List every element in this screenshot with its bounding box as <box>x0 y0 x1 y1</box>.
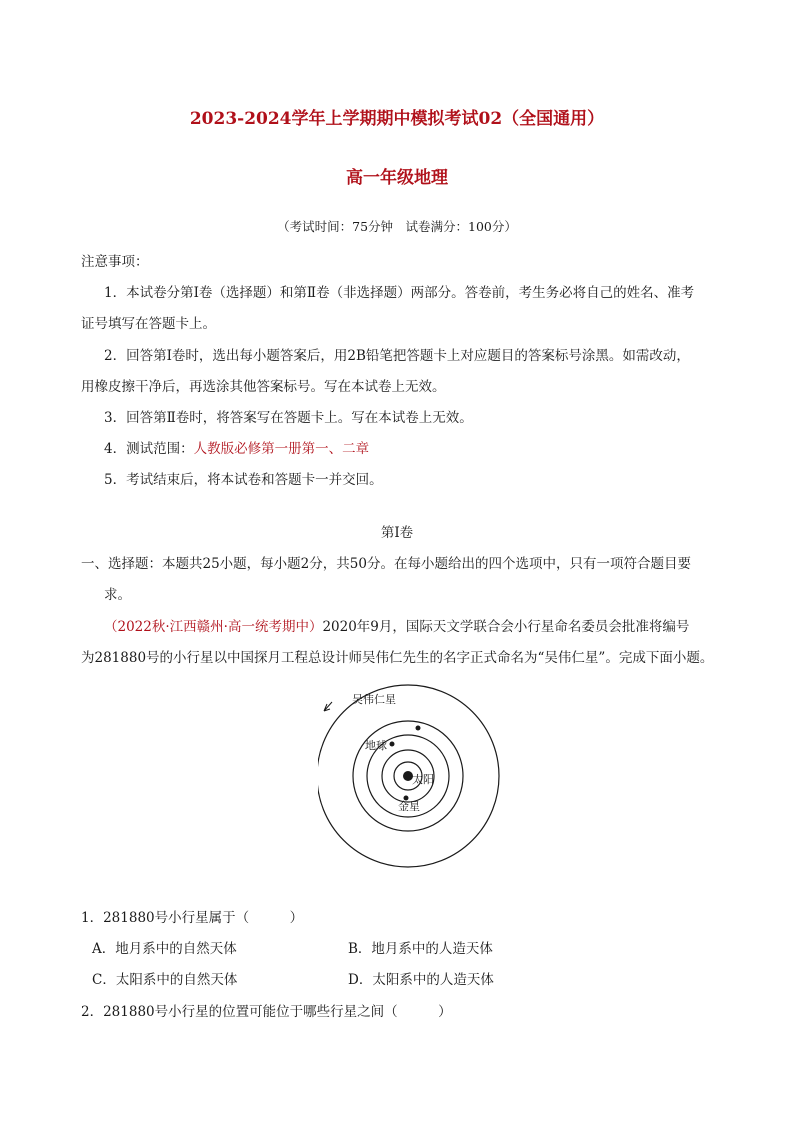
question-1-option-b[interactable]: B．地月系中的人造天体 <box>348 941 493 957</box>
solar-system-diagram <box>318 678 504 898</box>
note-5: 5．考试结束后，将本试卷和答题卡一并交回。 <box>104 472 383 488</box>
orbit-direction-arrow <box>324 702 332 711</box>
note-4-prefix: 4．测试范围： <box>104 441 194 457</box>
earth-dot <box>390 742 395 747</box>
earth-label: 地球 <box>365 739 387 752</box>
question-1-option-c[interactable]: C．太阳系中的自然天体 <box>92 972 238 988</box>
part1-instructions-line-2: 求。 <box>104 587 131 603</box>
source-tag: （2022秋·江西赣州·高一统考期中） <box>104 619 323 635</box>
note-1-line-1: 1．本试卷分第Ⅰ卷（选择题）和第Ⅱ卷（非选择题）两部分。答卷前，考生务必将自己的姓名、准考 <box>104 285 695 301</box>
question-1-stem: 1．281880号小行星属于（ ） <box>81 910 304 926</box>
section-title: 第Ⅰ卷 <box>380 525 414 541</box>
note-2-line-2: 用橡皮擦干净后，再选涂其他答案标号。写在本试卷上无效。 <box>81 379 446 395</box>
exam-title: 2023-2024学年上学期期中模拟考试02（全国通用） <box>189 109 605 129</box>
part1-instructions-line-1: 一、选择题：本题共25小题，每小题2分，共50分。在每小题给出的四个选项中，只有一项符合题目要 <box>81 556 691 572</box>
venus-label: 金星 <box>398 800 420 813</box>
passage-text: 2020年9月，国际天文学联合会小行星命名委员会批准将编号 <box>322 619 690 635</box>
exam-subtitle: 高一年级地理 <box>346 168 448 188</box>
exam-info: （考试时间：75分钟 试卷满分：100分） <box>277 219 517 234</box>
notes-heading: 注意事项： <box>81 254 149 270</box>
outer-planet-dot <box>416 726 421 731</box>
note-2-line-1: 2．回答第Ⅰ卷时，选出每小题答案后，用2B铅笔把答题卡上对应题目的答案标号涂黑。如需改动， <box>104 348 690 364</box>
question-2-stem: 2．281880号小行星的位置可能位于哪些行星之间（ ） <box>81 1004 452 1020</box>
question-1-option-d[interactable]: D．太阳系中的人造天体 <box>348 972 494 988</box>
note-4 <box>104 437 369 457</box>
sun-label: 太阳 <box>412 773 434 786</box>
passage-line-1 <box>104 615 689 635</box>
note-3: 3．回答第Ⅱ卷时，将答案写在答题卡上。写在本试卷上无效。 <box>104 410 473 426</box>
asteroid-label: 吴伟仁星 <box>352 693 396 706</box>
question-1-option-a[interactable]: A．地月系中的自然天体 <box>92 941 237 957</box>
note-4-scope: 人教版必修第一册第一、二章 <box>193 441 370 457</box>
note-1-line-2: 证号填写在答题卡上。 <box>81 316 216 332</box>
passage-line-2: 为281880号的小行星以中国探月工程总设计师吴伟仁先生的名字正式命名为“吴伟仁星”。完成下面小题。 <box>81 650 714 666</box>
